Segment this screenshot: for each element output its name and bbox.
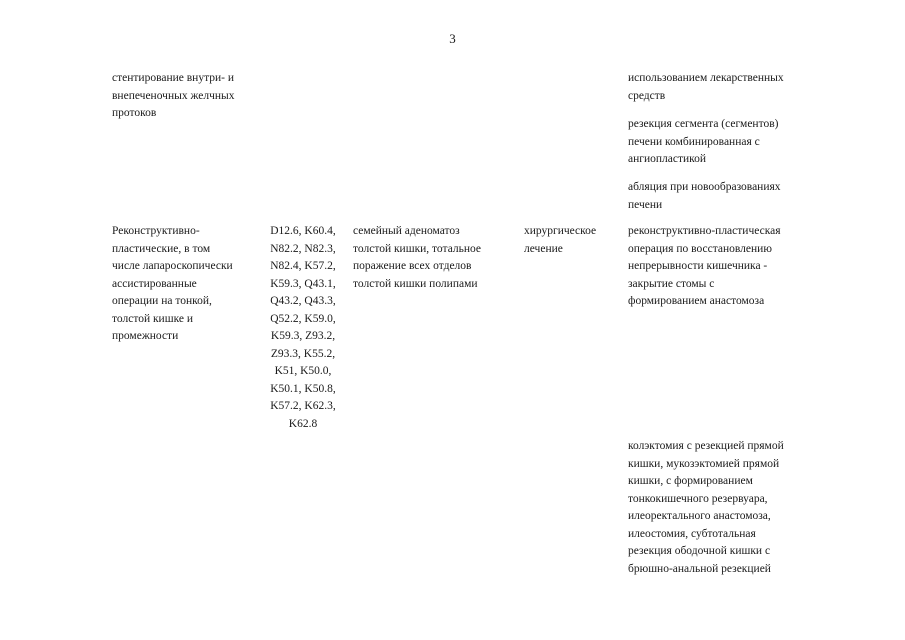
continued-method-1: использованием лекарственных средств — [628, 72, 784, 102]
continued-method-3: абляция при новообразованиях печени — [628, 181, 781, 211]
continued-method-2: резекция сегмента (сегментов) печени комбинированная с ангиопластикой — [628, 118, 779, 165]
treatment-method-2: колэктомия с резекцией прямой кишки, мукозэктомией прямой кишки, с формированием тонкокишечного резервуара, илеоректального анастомоза, илеостомия, субтотальная резекция ободочной кишки с брюшно-анальной резекцией — [628, 440, 784, 575]
procedure-name: Реконструктивно- пластические, в том числе лапароскопически ассистированные операции на тонкой, толстой кишке и промежности — [112, 225, 233, 342]
page-number: 3 — [449, 31, 456, 46]
treatment-type: хирургическое лечение — [524, 225, 597, 255]
diagnosis: семейный аденоматоз толстой кишки, тотальное поражение всех отделов толстой кишки полипами — [353, 225, 482, 290]
icd-codes: D12.6, K60.4, N82.2, N82.3, N82.4, K57.2, K59.3, Q43.1, Q43.2, Q43.3, Q52.2, K59.0, K59.3, Z93.2, Z93.3, K55.2, K51, K50.0, K50.1, K50.8, K57.2, K62.3, K62.8 — [270, 225, 336, 430]
treatment-method-1: реконструктивно-пластическая операция по восстановлению непрерывности кишечника - закрытие стомы с формированием анастомоза — [628, 225, 781, 307]
continued-procedure-name: стентирование внутри- и внепеченочных желчных протоков — [112, 72, 235, 119]
